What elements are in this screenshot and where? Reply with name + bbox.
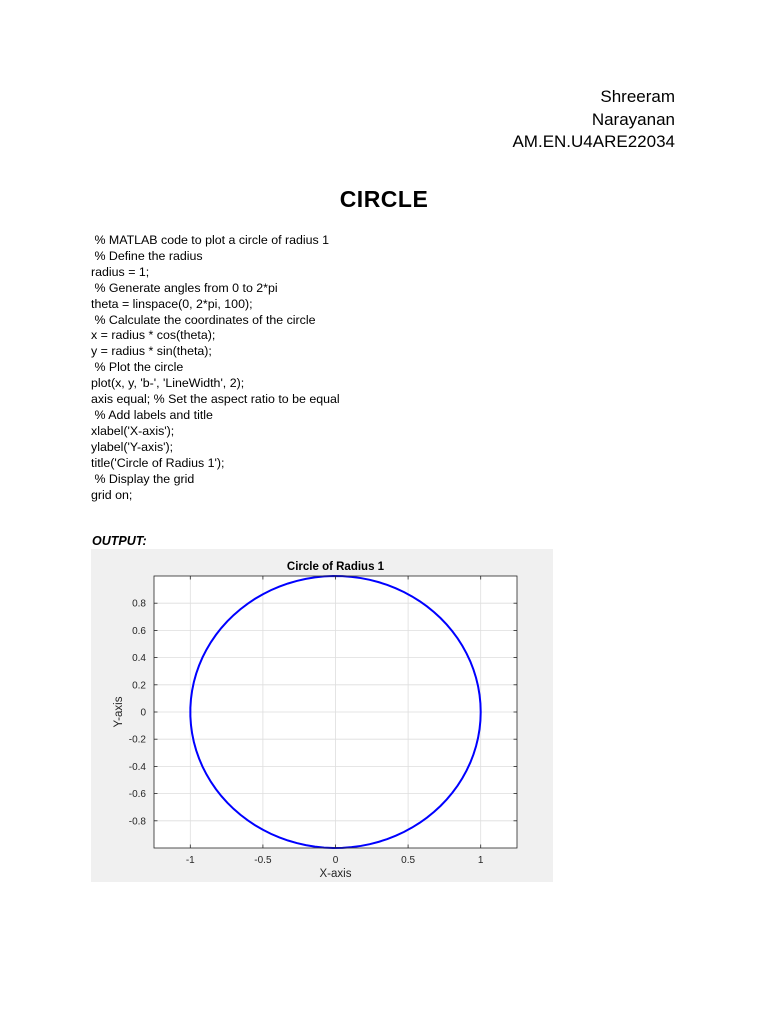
- y-tick-label: -0.4: [128, 761, 146, 773]
- y-tick-label: 0.4: [132, 653, 146, 665]
- code-line: plot(x, y, 'b-', 'LineWidth', 2);: [91, 376, 245, 391]
- code-line: y = radius * sin(theta);: [91, 344, 212, 359]
- code-line: % Display the grid: [91, 471, 195, 486]
- x-tick-label: -0.5: [254, 855, 272, 866]
- code-line: radius = 1;: [91, 264, 150, 279]
- author-roll-number: AM.EN.U4ARE22034: [512, 132, 675, 151]
- x-tick-label: 0.5: [401, 855, 416, 866]
- code-line: % Add labels and title: [91, 407, 213, 422]
- code-line: % Calculate the coordinates of the circle: [91, 312, 316, 327]
- page-title: CIRCLE: [339, 186, 429, 212]
- output-label: OUTPUT:: [92, 534, 147, 548]
- y-axis-label: Y-axis: [113, 696, 125, 728]
- code-line: grid on;: [91, 487, 133, 502]
- code-line: xlabel('X-axis');: [91, 423, 175, 438]
- matlab-figure: [91, 549, 553, 882]
- x-axis-label: X-axis: [319, 868, 352, 880]
- y-tick-label: -0.8: [128, 816, 146, 828]
- y-tick-label: 0.2: [132, 680, 146, 692]
- code-line: % Define the radius: [91, 248, 203, 263]
- code-line: ylabel('Y-axis');: [91, 439, 174, 454]
- chart-title: Circle of Radius 1: [286, 561, 385, 573]
- code-line: theta = linspace(0, 2*pi, 100);: [91, 296, 253, 311]
- code-line: x = radius * cos(theta);: [91, 328, 216, 343]
- author-first-name: Shreeram: [600, 87, 675, 106]
- x-tick-label: 1: [477, 855, 484, 866]
- author-block: [512, 86, 675, 154]
- y-tick-label: -0.2: [128, 734, 146, 746]
- y-tick-label: 0.8: [132, 598, 146, 610]
- author-last-name: Narayanan: [591, 109, 675, 129]
- code-line: % Generate angles from 0 to 2*pi: [91, 280, 278, 295]
- code-line: % Plot the circle: [91, 360, 184, 375]
- y-tick-label: 0: [140, 707, 146, 719]
- code-line: title('Circle of Radius 1');: [91, 455, 225, 470]
- code-line: axis equal; % Set the aspect ratio to be equal: [91, 392, 340, 407]
- x-tick-label: -1: [185, 855, 195, 866]
- y-tick-label: 0.6: [132, 625, 146, 637]
- y-tick-label: -0.6: [128, 789, 146, 801]
- circle-chart: [91, 549, 553, 882]
- x-tick-label: 0: [332, 855, 339, 866]
- code-block: [91, 233, 340, 503]
- code-line: % MATLAB code to plot a circle of radius 1: [91, 233, 330, 247]
